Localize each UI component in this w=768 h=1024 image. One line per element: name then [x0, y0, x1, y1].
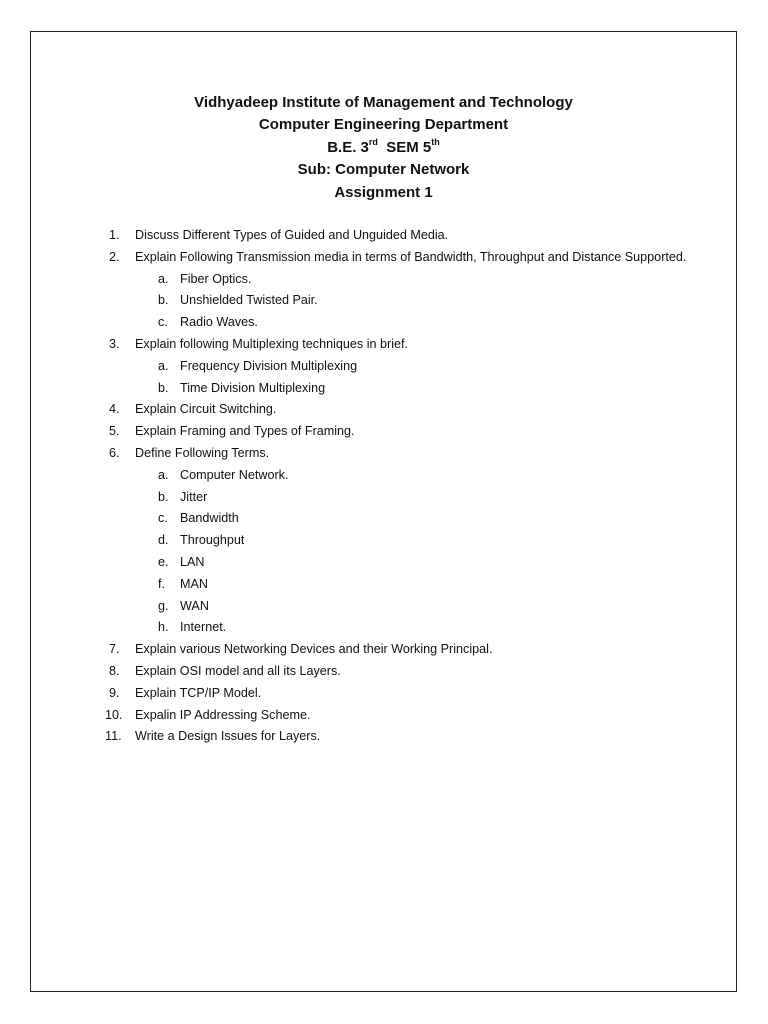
sub-item-letter: c. [158, 511, 168, 526]
sub-item-letter: a. [158, 467, 169, 482]
sub-item [109, 356, 689, 378]
question-item [105, 726, 689, 748]
question-text: Define Following Terms. [135, 445, 270, 460]
sub-item-text: Frequency Division Multiplexing [180, 358, 358, 373]
question-item [109, 683, 689, 705]
question-text: Explain following Multiplexing techniques in brief. [135, 336, 409, 351]
question-text: Explain various Networking Devices and their Working Principal. [135, 642, 493, 657]
sub-item-text: Internet. [180, 620, 227, 635]
sub-item-letter: h. [158, 620, 169, 635]
sub-item-text: Time Division Multiplexing [180, 380, 326, 395]
sub-item-text: Computer Network. [180, 467, 289, 482]
question-item [109, 225, 689, 247]
question-item [109, 421, 689, 443]
sub-item [109, 487, 689, 509]
sub-item [109, 508, 689, 530]
be-prefix: B.E. 3 [327, 138, 369, 156]
sub-item-letter: f. [158, 576, 165, 591]
sub-item [109, 269, 689, 291]
question-number: 8. [109, 663, 120, 678]
sub-item-letter: b. [158, 380, 169, 395]
sub-item [109, 290, 689, 312]
question-number: 5. [109, 424, 120, 439]
question-text: Write a Design Issues for Layers. [135, 729, 321, 744]
document-header [30, 92, 737, 204]
question-text: Explain Framing and Types of Framing. [135, 424, 355, 439]
sub-item [109, 552, 689, 574]
sub-item [109, 617, 689, 639]
sub-item-letter: e. [158, 554, 169, 569]
question-number: 11. [105, 729, 122, 744]
question-item [109, 334, 689, 356]
sub-item-text: Radio Waves. [180, 315, 258, 330]
sub-item-text: WAN [180, 598, 209, 613]
sem-prefix: SEM 5 [386, 138, 432, 156]
sub-item-letter: b. [158, 489, 169, 504]
question-item [109, 639, 689, 661]
sub-item [109, 465, 689, 487]
assignment-title: Assignment 1 [334, 183, 433, 201]
course-semester [30, 137, 737, 159]
sub-item-letter: a. [158, 271, 169, 286]
question-item [109, 247, 689, 269]
sub-item [109, 530, 689, 552]
sub-item-text: Throughput [180, 533, 245, 548]
question-number: 6. [109, 445, 120, 460]
question-number: 1. [109, 228, 120, 242]
sub-item-letter: b. [158, 293, 169, 308]
be-superscript: rd [368, 136, 378, 147]
sub-item-text: Jitter [180, 489, 208, 504]
sub-item-letter: g. [158, 598, 169, 613]
sub-item-text: Bandwidth [180, 511, 239, 526]
sem-superscript: th [431, 136, 440, 147]
sub-item-text: MAN [180, 576, 208, 591]
sub-item [109, 574, 689, 596]
question-number: 3. [109, 336, 120, 351]
question-item [109, 443, 689, 465]
question-number: 10. [105, 707, 123, 722]
sub-item-text: Fiber Optics. [180, 271, 252, 286]
question-item [109, 399, 689, 421]
question-text: Discuss Different Types of Guided and Unguided Media. [135, 228, 449, 242]
question-text: Explain Circuit Switching. [135, 402, 277, 417]
sub-item [109, 312, 689, 334]
question-item [109, 661, 689, 683]
sub-item-letter: a. [158, 358, 169, 373]
sub-item-letter: d. [158, 533, 169, 548]
question-text: Expalin IP Addressing Scheme. [135, 707, 311, 722]
sub-item-letter: c. [158, 315, 168, 330]
institute-name: Vidhyadeep Institute of Management and Technology [194, 94, 573, 111]
sub-item-text: Unshielded Twisted Pair. [180, 293, 318, 308]
subject-line: Sub: Computer Network [297, 161, 470, 179]
question-number: 4. [109, 402, 120, 417]
sub-item [109, 378, 689, 400]
question-list [105, 225, 689, 748]
sub-item [109, 596, 689, 618]
sub-item-text: LAN [180, 554, 205, 569]
question-number: 7. [109, 642, 120, 657]
question-text: Explain Following Transmission media in terms of Bandwidth, Throughput and Distance Supported. [135, 249, 687, 264]
question-text: Explain OSI model and all its Layers. [135, 663, 341, 678]
department-name: Computer Engineering Department [258, 116, 509, 134]
question-number: 2. [109, 249, 120, 264]
question-number: 9. [109, 685, 120, 700]
question-text: Explain TCP/IP Model. [135, 685, 262, 700]
question-item [105, 705, 689, 727]
